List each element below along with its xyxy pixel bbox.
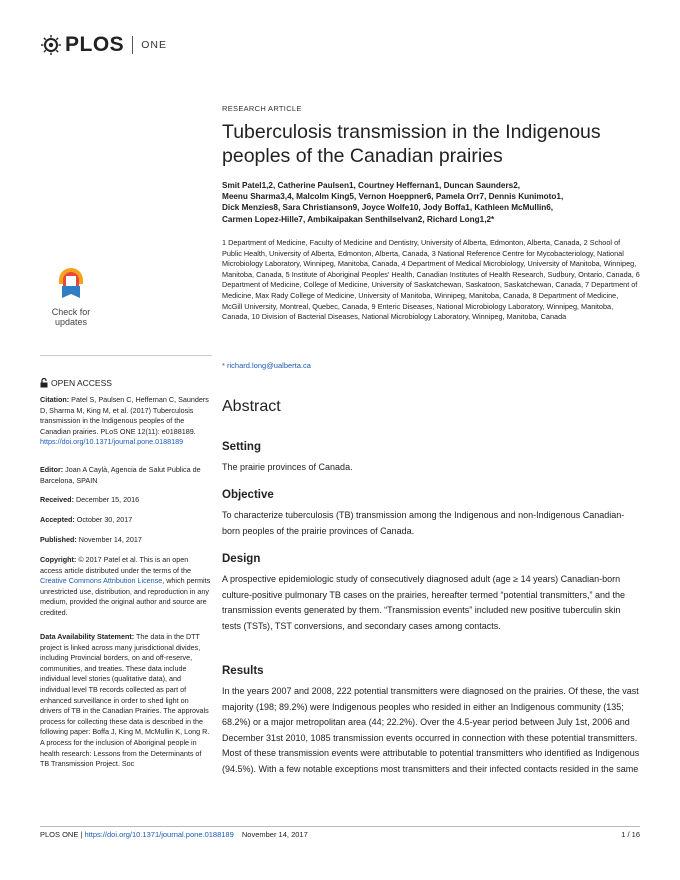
check-for-updates-badge[interactable]: [44, 264, 98, 326]
accepted-text: October 30, 2017: [76, 515, 133, 524]
footer-divider: [40, 826, 640, 827]
setting-text: The prairie provinces of Canada.: [222, 462, 353, 472]
accepted-block: [40, 515, 212, 526]
data-availability-text: The data in the DTT project is linked across many jurisdictional divides, including Provincial borders, on and off-reserve, communities, and treaties. These data include individual level stories (qualitative data), and individual level TB records collected as part of enhanced surveillance in order to shed light on drivers of TB in the Canadian Prairies. The approvals process for collecting these data is described in the following paper: Boffa J, King M, McMullin K, Long R. A process for the inclusion of Aboriginal people in health research: Lessons from the Determinants of TB Transmission Project. Soc: [40, 632, 210, 769]
received-text: December 15, 2016: [75, 495, 140, 504]
authors-line-3: Dick Menzies8, Sara Christianson9, Joyce Wolfe10, Jody Boffa1, Kathleen McMullin6,: [222, 203, 554, 213]
badge-label-line2: updates: [54, 317, 88, 327]
article-title: Tuberculosis transmission in the Indigenous peoples of the Canadian prairies: [222, 121, 601, 167]
journal-name: ONE: [141, 39, 167, 51]
setting-heading: Setting: [222, 441, 261, 453]
data-availability-block: [40, 632, 212, 770]
crossmark-icon: [54, 264, 88, 300]
received-block: [40, 495, 212, 506]
page-number: 1 / 16: [621, 830, 640, 839]
citation-doi-link[interactable]: https://doi.org/10.1371/journal.pone.0188189: [40, 437, 184, 447]
corresponding-email-link[interactable]: * richard.long@ualberta.ca: [222, 361, 311, 370]
design-heading: Design: [222, 553, 261, 565]
citation-block: [40, 395, 212, 448]
open-access-label: [40, 378, 112, 388]
published-text: November 14, 2017: [78, 535, 142, 544]
authors-line-4: Carmen Lopez-Hille7, Ambikaipakan Senthilselvan2, Richard Long1,2*: [222, 214, 495, 224]
authors-line-2: Meenu Sharma3,4, Malcolm King5, Vernon Hoeppner6, Pamela Orr7, Dennis Kunimoto1,: [222, 192, 564, 202]
plos-wordmark: PLOS: [65, 33, 125, 56]
data-availability-label: Data Availability Statement:: [40, 632, 135, 641]
footer-doi-link[interactable]: https://doi.org/10.1371/journal.pone.0188189: [84, 830, 234, 839]
copyright-block: [40, 555, 212, 619]
objective-text: To characterize tuberculosis (TB) transmission among the Indigenous and non-Indigenous Canadian-born peoples of the prairie provinces of Canada.: [222, 510, 625, 536]
published-block: [40, 535, 212, 546]
sidebar-divider: [40, 355, 212, 356]
affiliations: 1 Department of Medicine, Faculty of Medicine and Dentistry, University of Alberta, Edmonton, Alberta, Canada, 2 School of Public Health, University of Alberta, Edmonton, Alberta, Canada, 3 National Reference Centre for Mycobacteriology, National Microbiology Laboratory, Winnipeg, Manitoba, Canada, 4 Department of Medical Microbiology, University of Manitoba, Winnipeg, Manitoba, Canada, 5 Institute of Aboriginal Peoples' Health, Canadian Institutes of Health Research, Sudbury, Ontario, Canada, 6 Department of Medicine, College of Medicine, University of Saskatchewan, Saskatoon, Saskatchewan, Canada, 7 Department of Medicine, Max Rady College of Medicine, University of Manitoba, Winnipeg, Manitoba, Canada, 8 Department of Medicine, McGill University, Montreal, Quebec, Canada, 9 Enteric Diseases, National Microbiology Laboratory, Winnipeg, Manitoba, Canada, 10 Division of Bacterial Diseases, National Microbiology Laboratory, Winnipeg, Manitoba, Canada: [222, 238, 640, 322]
copyright-text-2: , which permits unrestricted use, distribution, and reproduction in any medium, provided the original author and source are credited.: [40, 576, 211, 617]
page-footer: [40, 830, 640, 839]
citation-text: Patel S, Paulsen C, Heffernan C, Saunders D, Sharma M, King M, et al. (2017) Tuberculosis transmission in the Indigenous peoples of the Canadian prairies. PLoS ONE 12(11): e0188189.: [40, 395, 209, 436]
plos-logo[interactable]: [40, 33, 167, 57]
results-heading: Results: [222, 665, 264, 677]
received-label: Received:: [40, 495, 74, 504]
editor-block: [40, 465, 212, 486]
abstract-heading: Abstract: [222, 398, 281, 415]
plos-sunburst-icon: [40, 34, 62, 56]
footer-date: November 14, 2017: [241, 830, 308, 839]
published-label: Published:: [40, 535, 77, 544]
accepted-label: Accepted:: [40, 515, 75, 524]
open-lock-icon: [40, 378, 48, 388]
citation-label: Citation:: [40, 395, 70, 404]
open-access-text: OPEN ACCESS: [51, 378, 112, 388]
editor-label: Editor:: [40, 465, 64, 474]
badge-label: [44, 307, 98, 327]
authors-line-1: Smit Patel1,2, Catherine Paulsen1, Courtney Heffernan1, Duncan Saunders2,: [222, 181, 521, 190]
copyright-label: Copyright:: [40, 555, 77, 564]
copyright-text-1: © 2017 Patel et al. This is an open access article distributed under the terms of the: [40, 555, 192, 575]
footer-journal: PLOS ONE |: [40, 830, 83, 839]
editor-text: Joan A Caylà, Agencia de Salut Publica de Barcelona, SPAIN: [40, 465, 201, 485]
badge-label-line1: Check for: [51, 307, 91, 317]
objective-heading: Objective: [222, 489, 274, 501]
design-text: A prospective epidemiologic study of consecutively diagnosed adult (age ≥ 14 years) Canadian-born culture-positive pulmonary TB cases on the prairies, hereafter termed “potential transmitters,” and the transmission events generated by them. “Transmission events” included new positive tuberculin skin tests (TSTs), TST conversions, and secondary cases among contacts.: [222, 574, 626, 631]
license-link[interactable]: Creative Commons Attribution License: [40, 576, 163, 586]
logo-divider: [132, 36, 133, 54]
author-list: [222, 180, 640, 225]
article-type: RESEARCH ARTICLE: [222, 104, 302, 113]
results-text: In the years 2007 and 2008, 222 potential transmitters were diagnosed on the prairies. Of these, the vast majority (198; 89.2%) were Indigenous peoples who resided in either an Indigenous community (135; 68.2%) or a major metropolitan area (44; 22.2%). Over the 4.5-year period between July 1st, 2006 and December 31st 2010, 1085 transmission events occurred in connection with these potential transmitters. Most of these transmission events were attributable to potential transmitters who identified as Indigenous (94.5%). With a few notable exceptions most transmitters and their infected contacts resided in the same: [222, 686, 640, 774]
